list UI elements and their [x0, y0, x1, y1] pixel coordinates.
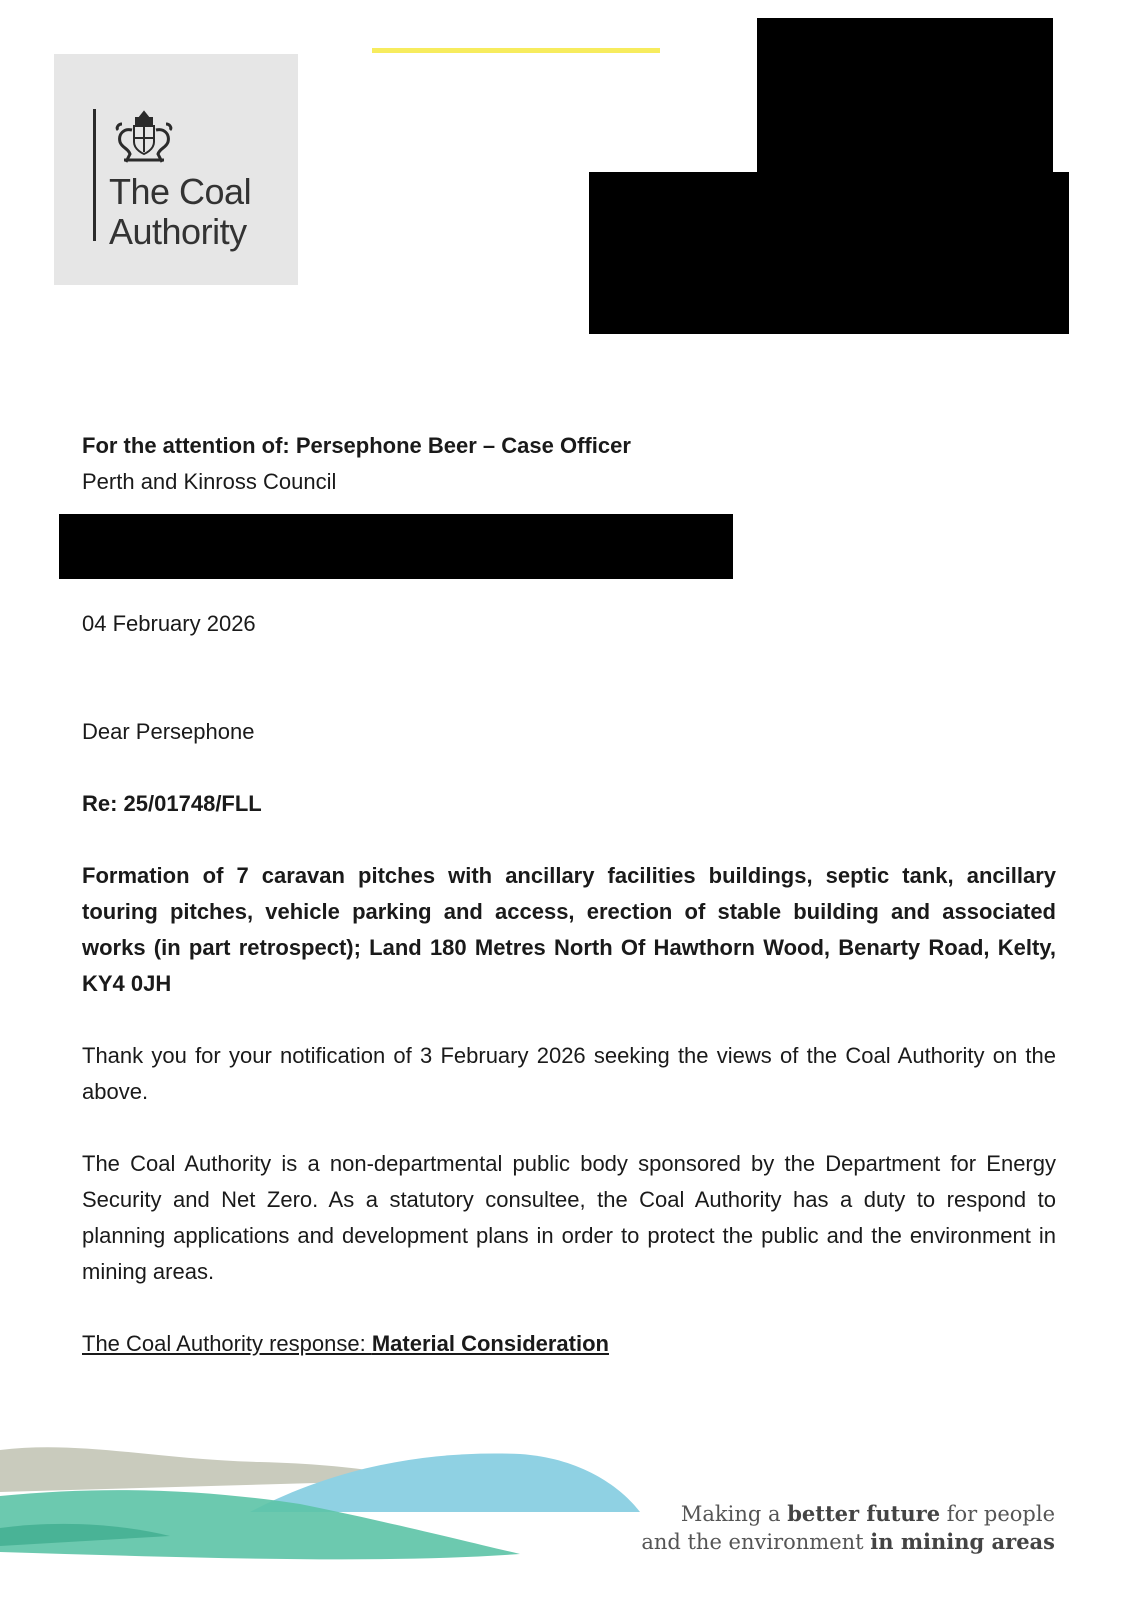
recipient-organisation: Perth and Kinross Council: [82, 469, 337, 494]
redaction-block: [757, 18, 1053, 193]
royal-crest-icon: [110, 108, 178, 166]
letter-date: 04 February 2026: [82, 611, 256, 636]
redaction-block: [589, 172, 1069, 334]
attention-line: For the attention of: Persephone Beer – Case Officer: [82, 433, 631, 458]
tagline-line2: and the environment in mining areas: [641, 1529, 1055, 1554]
reference-number: Re: 25/01748/FLL: [82, 791, 262, 816]
paragraph-notification: Thank you for your notification of 3 February 2026 seeking the views of the Coal Authority on the above.: [82, 1043, 1056, 1104]
logo-divider: [93, 109, 96, 241]
salutation: Dear Persephone: [82, 719, 255, 744]
tagline-line1: Making a better future for people: [680, 1501, 1055, 1526]
coal-authority-logo: [54, 54, 298, 285]
footer-tagline: [641, 1500, 1055, 1556]
logo-text-line1: The Coal: [109, 171, 252, 212]
response-label: The Coal Authority response:: [82, 1331, 372, 1356]
paragraph-about: The Coal Authority is a non-departmental public body sponsored by the Department for Energy Security and Net Zero. As a statutory consultee, the Coal Authority has a duty to respond to planning applications and development plans in order to protect the public and the environment in mining areas.: [82, 1151, 1056, 1284]
proposal-description: Formation of 7 caravan pitches with ancillary facilities buildings, septic tank, ancillary touring pitches, vehicle parking and access, erection of stable building and associated works (in part retrospect); Land 180 Metres North Of Hawthorn Wood, Benarty Road, Kelty, KY4 0JH: [82, 863, 1056, 996]
accent-line: [372, 48, 660, 53]
redaction-block: [59, 514, 733, 579]
response-value: Material Consideration: [371, 1331, 609, 1356]
response-line: [82, 1326, 1056, 1362]
logo-text-line2: Authority: [109, 211, 247, 252]
